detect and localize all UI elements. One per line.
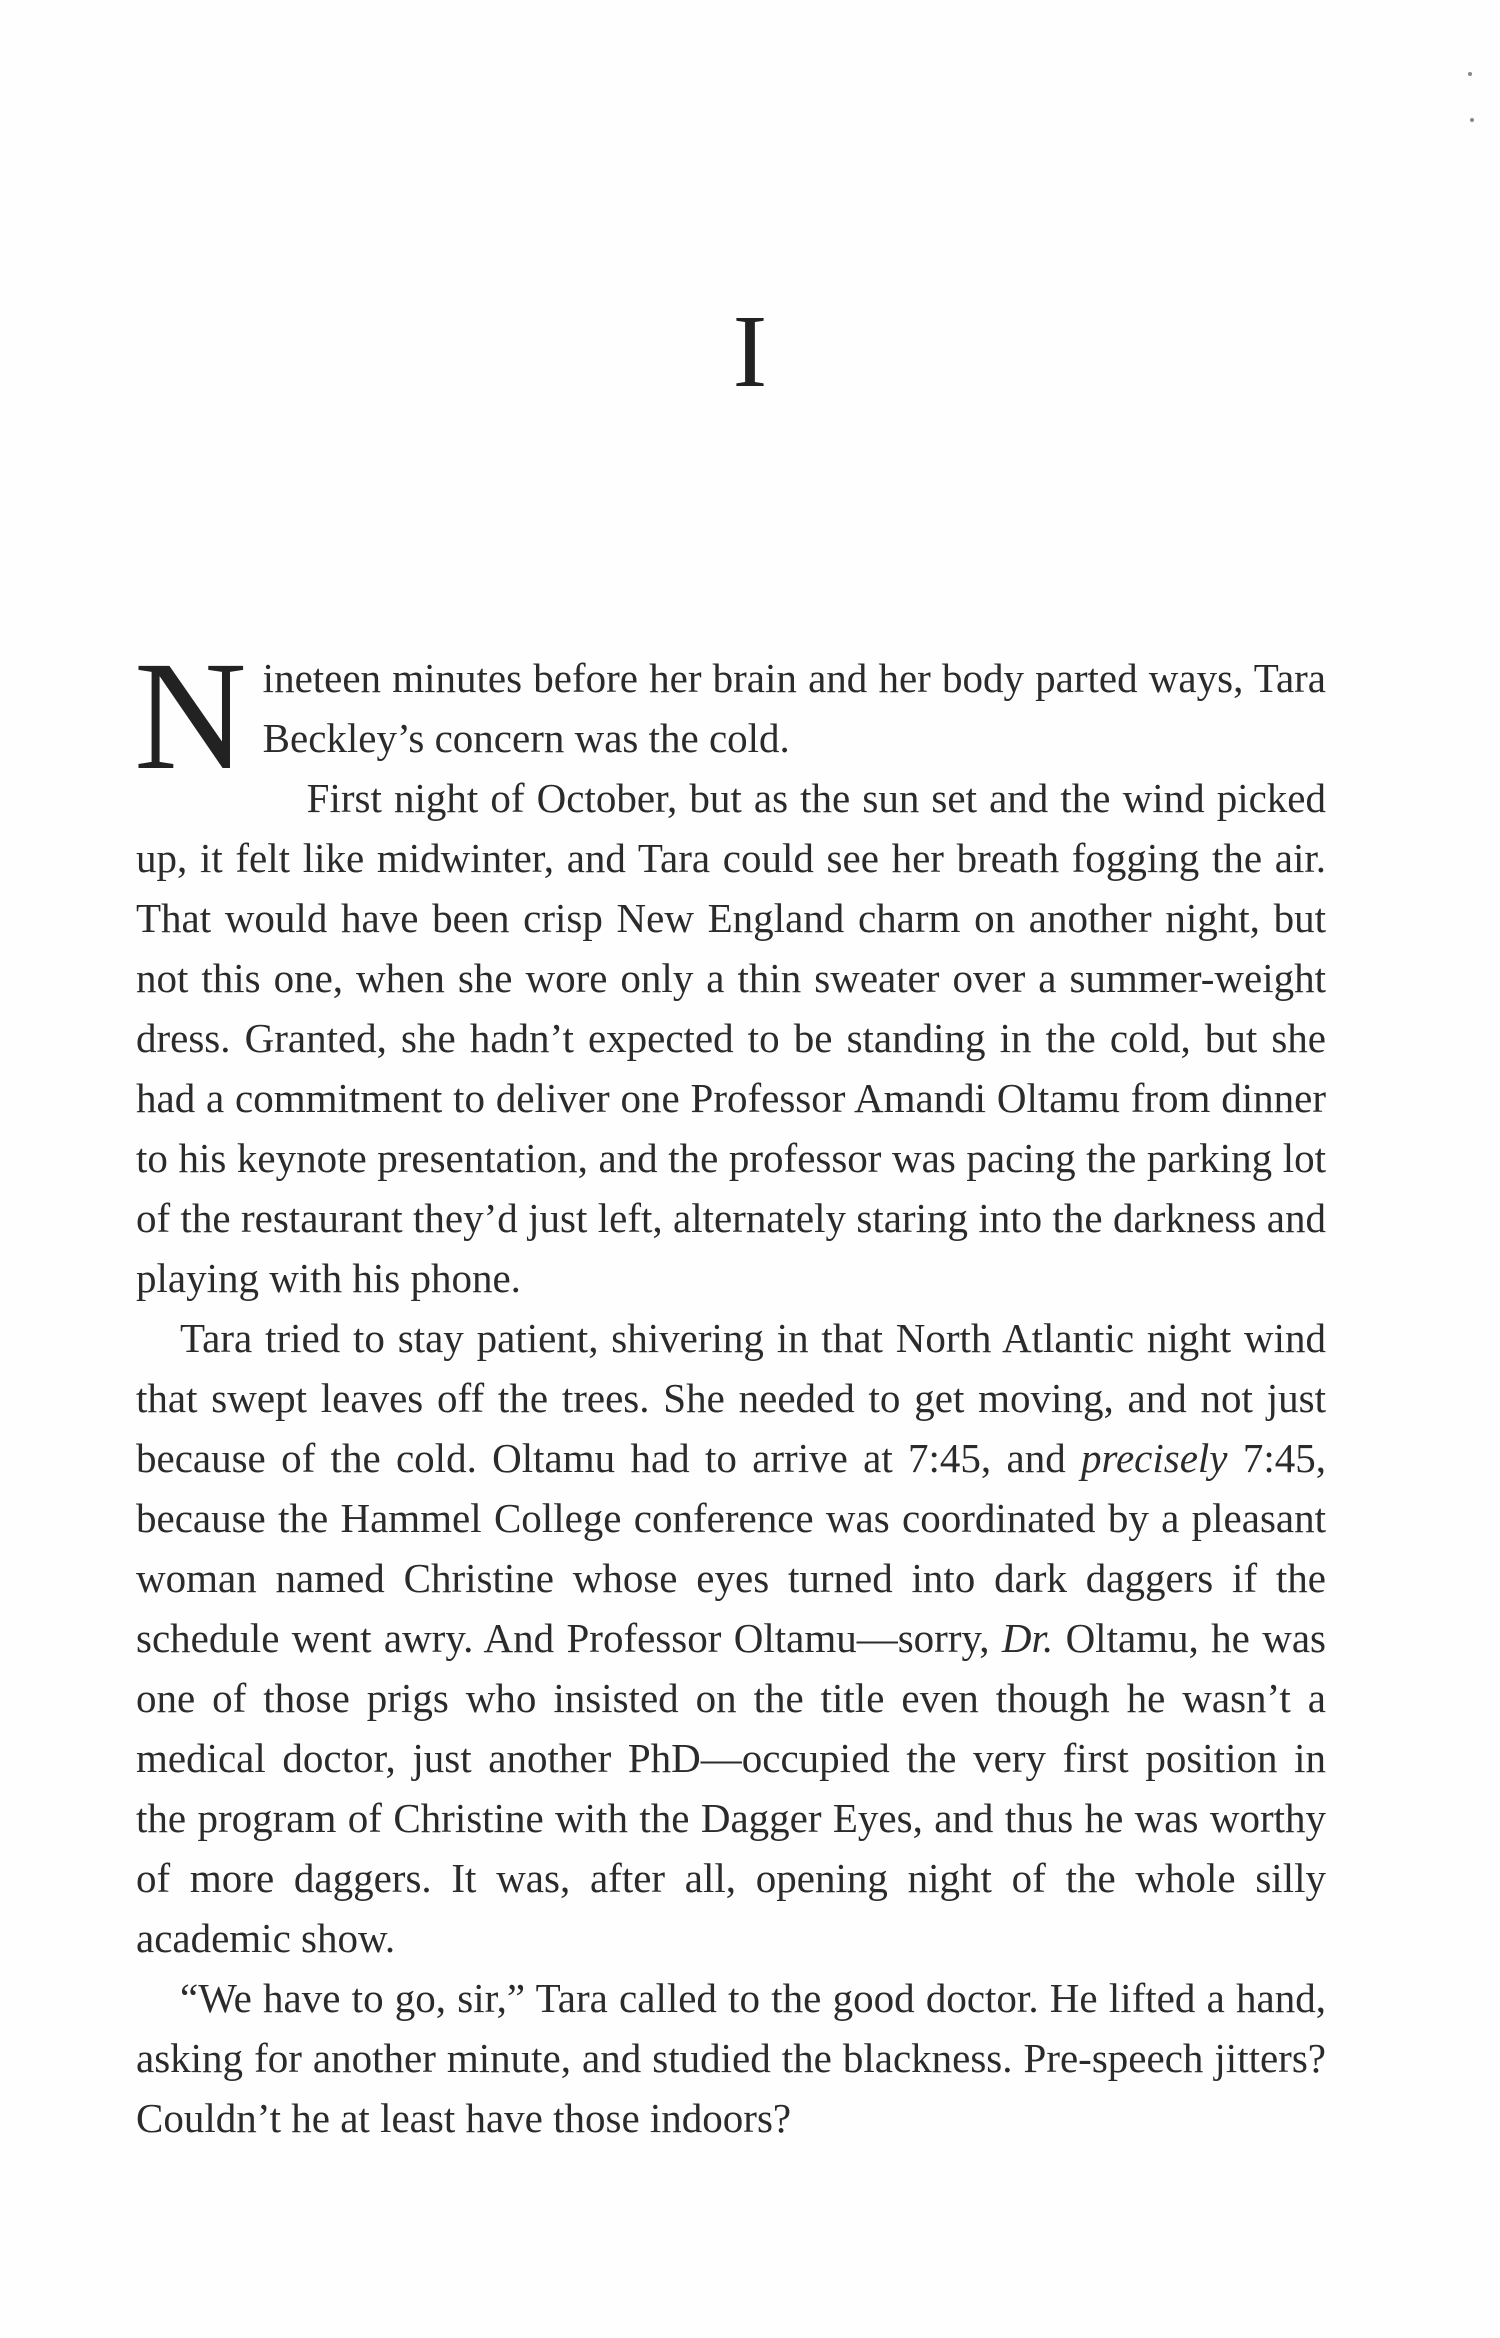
paragraph-4: “We have to go, sir,” Tara called to the good doctor. He lifted a hand, asking for another minute, and studied the blackness. Pre-speech jitters? Couldn’t he at least have those indoors? <box>136 1975 1326 2141</box>
scan-speck <box>1468 72 1472 76</box>
paragraph-3-text-a: Tara tried to stay patient, shivering in that North Atlantic night wind that swept leaves off the trees. She needed to get moving, and not just because of the cold. Oltamu had to arrive at 7:45, and <box>136 1315 1326 1481</box>
paragraph-3-text-c: 7:45, because the Hammel College conference was coordinated by a pleasant woman named Christine whose eyes turned into dark daggers if the schedule went awry. And Professor Oltamu—sorry, <box>136 1435 1326 1661</box>
paragraph-3 <box>136 1308 1326 1968</box>
paragraph-3-text-e: Oltamu, he was one of those prigs who insisted on the title even though he wasn’t a medical doctor, just another PhD—occupied the very first position in the program of Christine with the Dagger Eyes, and thus he was worthy of more daggers. It was, after all, opening night of the whole silly academic show. <box>136 1615 1326 1961</box>
paragraph-1 <box>134 629 1326 802</box>
paragraph-1-text: ineteen minutes before her brain and her body parted ways, Tara Beckley’s concern was the cold. <box>262 655 1326 761</box>
chapter-number: I <box>732 294 768 409</box>
scan-speck <box>1470 118 1474 122</box>
chapter-body <box>134 629 1326 2148</box>
emphasis-dr: Dr. <box>1001 1615 1054 1661</box>
emphasis-precisely: precisely <box>1081 1435 1228 1481</box>
drop-cap: N <box>134 629 247 802</box>
paragraph-2: First night of October, but as the sun set and the wind picked up, it felt like midwinter, and Tara could see her breath fogging the air. That would have been crisp New England charm on another night, but not this one, when she wore only a thin sweater over a summer-weight dress. Granted, she hadn’t expected to be standing in the cold, but she had a commitment to deliver one Professor Amandi Oltamu from dinner to his keynote presentation, and the professor was pacing the parking lot of the restaurant they’d just left, alternately staring into the darkness and playing with his phone. <box>136 775 1326 1301</box>
